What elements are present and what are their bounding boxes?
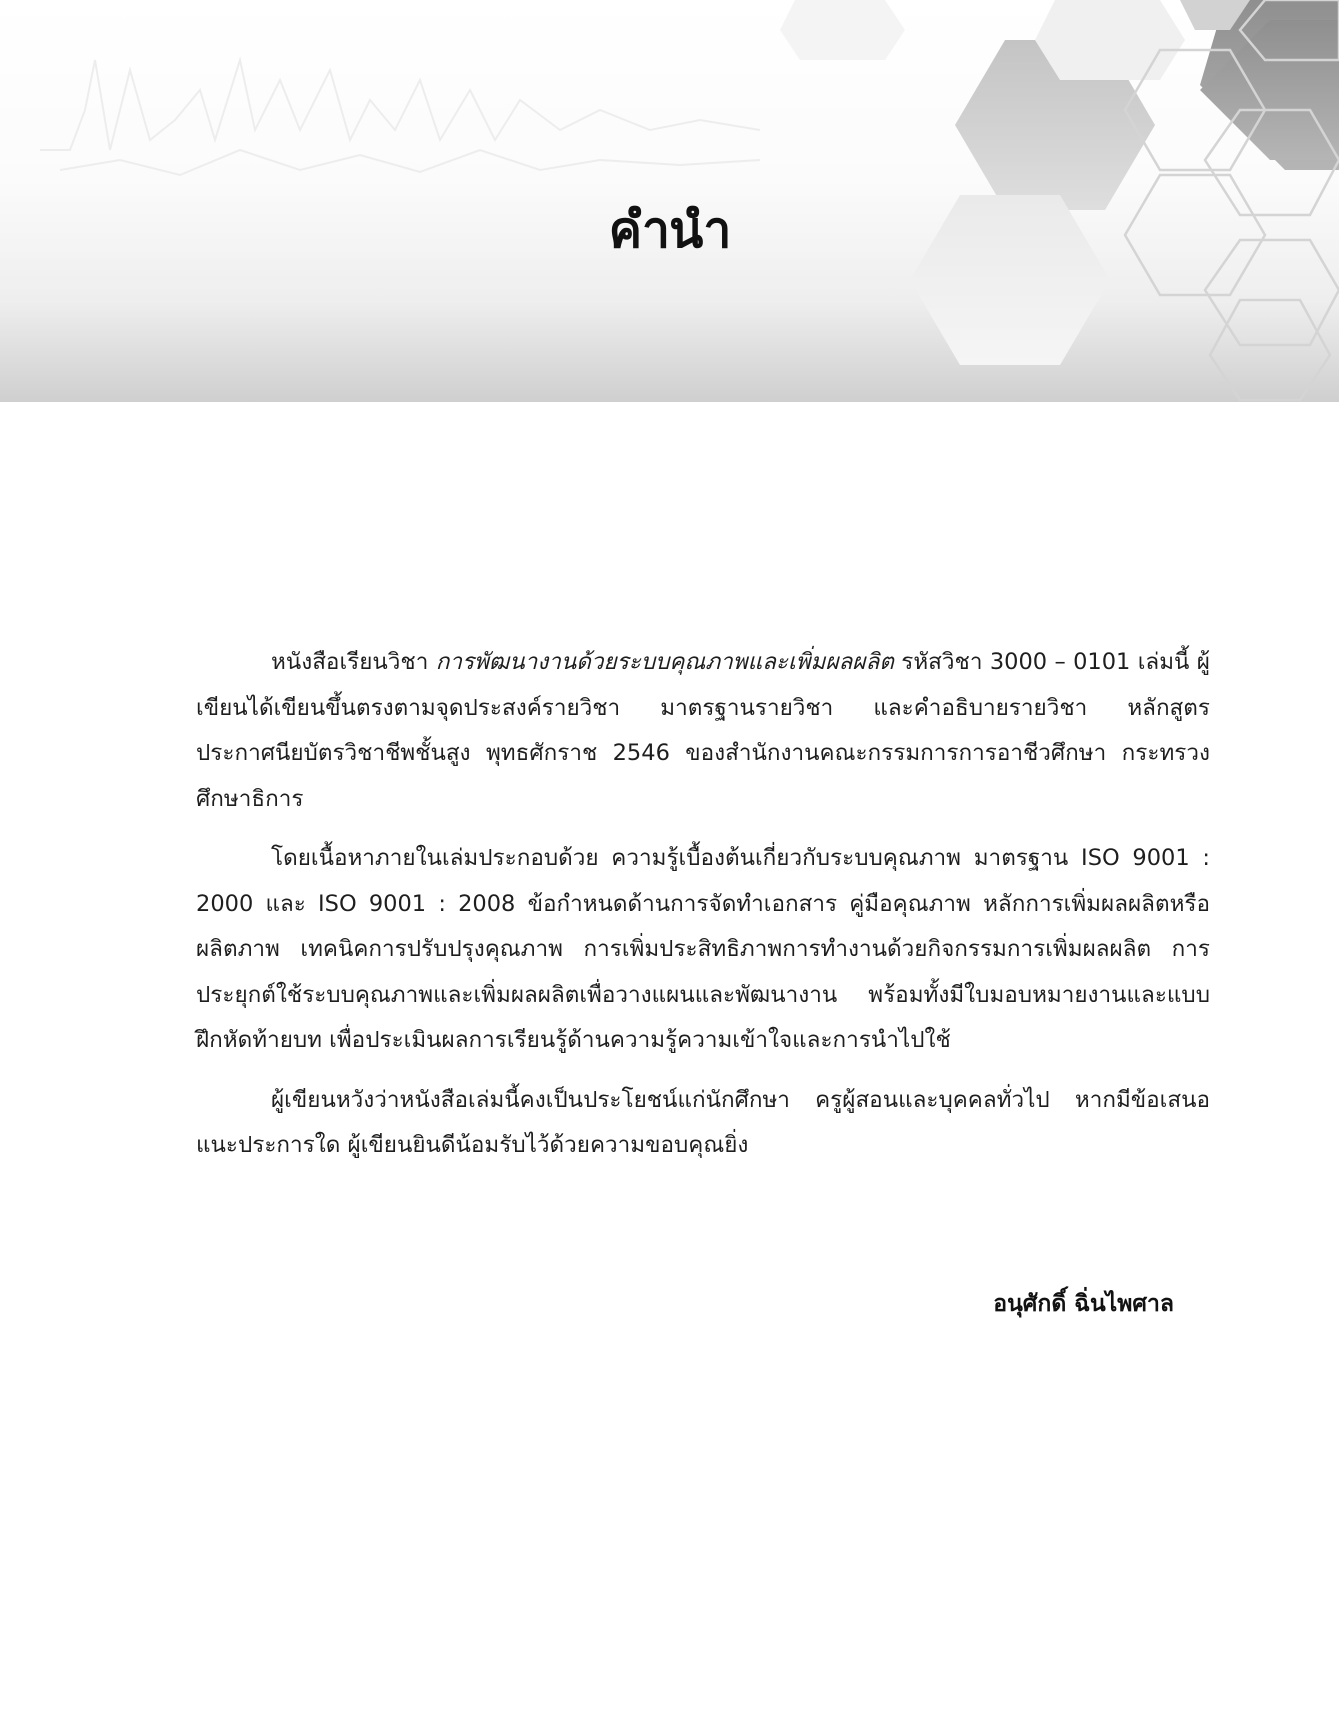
foreword-body [196,640,1210,1183]
author-signature: อนุศักดิ์ ฉิ่นไพศาล [993,1291,1174,1317]
paragraph-3: ผู้เขียนหวังว่าหนังสือเล่มนี้คงเป็นประโยชน์แก่นักศึกษา ครูผู้สอนและบุคคลทั่วไป หากมีข้อเสนอแนะประการใด ผู้เขียนยินดีน้อมรับไว้ด้วยความขอบคุณยิ่ง [196,1086,1210,1158]
course-title-italic: การพัฒนางานด้วยระบบคุณภาพและเพิ่มผลผลิต [435,649,894,675]
paragraph-2: โดยเนื้อหาภายในเล่มประกอบด้วย ความรู้เบื้องต้นเกี่ยวกับระบบคุณภาพ มาตรฐาน ISO 9001 : 2000 และ ISO 9001 : 2008 ข้อกำหนดด้านการจัดทำเอกสาร คู่มือคุณภาพ หลักการเพิ่มผลผลิตหรือผลิตภาพ เทคนิคการปรับปรุงคุณภาพ การเพิ่มประสิทธิภาพการทำงานด้วยกิจกรรมการเพิ่มผลผลิต การประยุกต์ใช้ระบบคุณภาพและเพิ่มผลผลิตเพื่อวางแผนและพัฒนางาน พร้อมทั้งมีใบมอบหมายงานและแบบฝึกหัดท้ายบท เพื่อประเมินผลการเรียนรู้ด้านความรู้ความเข้าใจและการนำไปใช้ [196,845,1210,1053]
faint-waveform-decoration [40,60,760,175]
paragraph-1-rest: รหัสวิชา 3000 – 0101 เล่มนี้ ผู้เขียนได้เขียนขึ้นตรงตามจุดประสงค์รายวิชา มาตรฐานรายวิชา และคำอธิบายรายวิชา หลักสูตรประกาศนียบัตรวิชาชีพชั้นสูง พุทธศักราช 2546 ของสำนักงานคณะกรรมการการอาชีวศึกษา กระทรวงศึกษาธิการ [196,649,1210,812]
header-banner [0,0,1339,402]
paragraph-1 [196,640,1210,822]
paragraph-1-lead: หนังสือเรียนวิชา [271,649,436,675]
page-title: คำนำ [608,201,731,259]
